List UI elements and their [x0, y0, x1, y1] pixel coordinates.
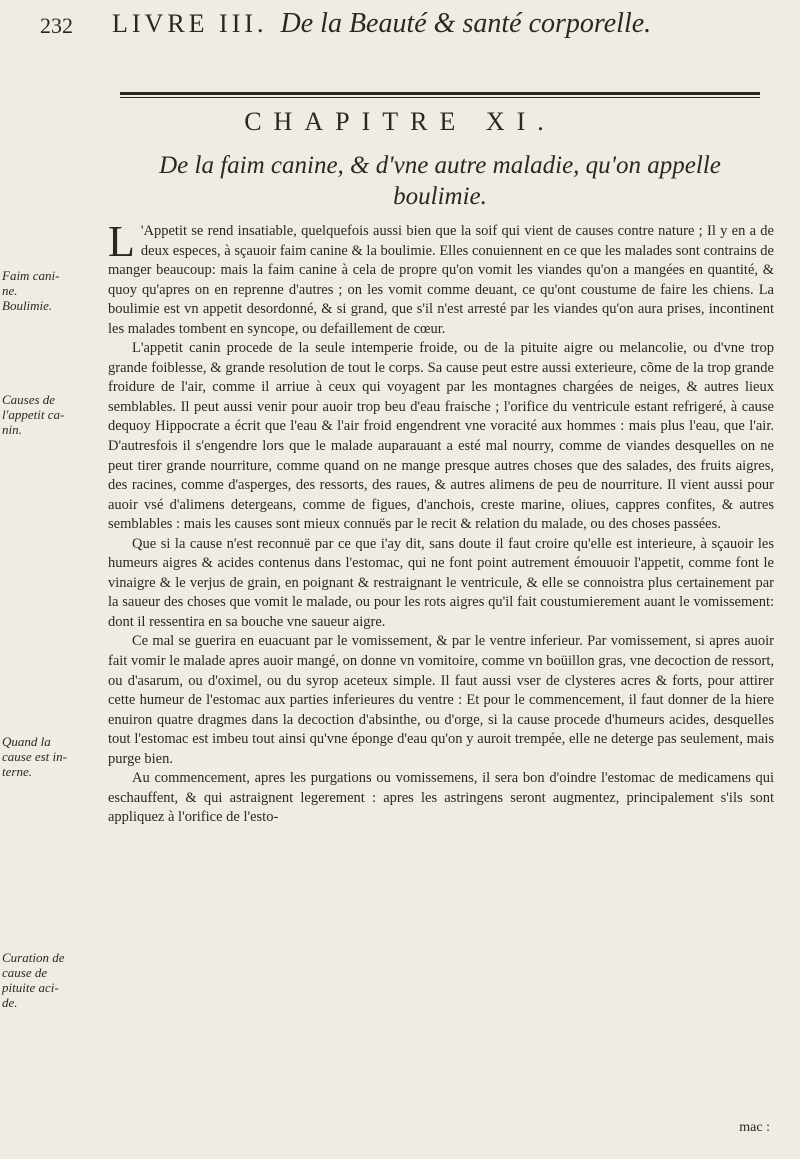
- paragraph: L'appetit canin procede de la seule intemperie froide, ou de la pituite aigre ou melancolie, ou d'vne trop grande foiblesse, & grande resolution de tout le corps. Sa cause peut estre aussi exterieure, cõme de la trop grande froidure de l'air, comme il arriue à ceux qui voyagent par les montagnes chargées de neiges, & autres lieux semblables. Il peut aussi venir pour auoir trop beu d'eau fraische ; l'orifice du ventricule estant refrigeré, à cause dequoy Hippocrate a écrit que l'eau & l'air froid engendrent vne voracité aux hommes : mais plus l'eau, que l'air. D'autresfois il s'engendre lors que le malade auparauant a esté mal nourry, comme de viandes desquelles on ne peut tirer grande nourriture, comme quand on ne mange presque autres choses que des salades, des fruits aigres, des racines, comme d'asperges, des ressorts, des raues, & autres alimens de peu de nourriture. Il vient aussi pour auoir vsé d'alimens detergeans, comme de figues, d'anchois, creste marine, oliues, cappres confites, & autres semblables : mais les causes sont mieux connuës par le recit & relation du malade, ou des choses passées.: [108, 340, 774, 533]
- drop-cap: L: [108, 217, 135, 266]
- margin-note: Quand la cause est in- terne.: [2, 734, 67, 779]
- chapter-body: [108, 217, 774, 828]
- paragraph-text: 'Appetit se rend insatiable, quelquefois aussi bien que la soif qui vient de causes contre nature ; Il y en a de deux especes, à sçauoir faim canine & la boulimie. Elles conuiennent en ce que les malades sont contrains de manger beaucoup: mais la faim canine à cela de propre qu'on vomit les viandes qu'on a mangées en quantité, & quoy qu'apres on en reprenne d'autres ; on les vomit comme deuant, ce qu'ont coustume de faire les chiens. La boulimie est vn appetit desordonné, & si grand, que s'il n'est arresté par les viandes qu'on aura prises, incontinent les malades tombent en syncope, ou defaillement de cœur.: [108, 223, 774, 337]
- header-rule-thick: [120, 92, 760, 95]
- paragraph: Ce mal se guerira en euacuant par le vomissement, & par le ventre inferieur. Par vomissement, si apres auoir fait vomir le malade apres auoir mangé, on donne vn vomitoire, comme vn boüillon gras, vne decoction de ressort, ou d'asarum, ou d'oximel, ou du syrop aceteux simple. Il faut aussi vser de clysteres acres & forts, pour attirer cette humeur de l'estomac aux parties inferieures du ventre : Et pour le commencement, il faut donner de la hiere enuiron quatre dragmes dans la decoction d'absinthe, ou d'orge, si la cause procede d'humeurs acides, desquelles tout l'estomac est imbeu tout ainsi qu'vne éponge d'eau qu'on y auroit trempée, elle ne deterge pas seulement, mais purge bien.: [108, 633, 774, 767]
- page-header: [40, 8, 760, 44]
- header-rule-thin: [120, 97, 760, 98]
- margin-note: Causes de l'appetit ca- nin.: [2, 392, 65, 437]
- book-title: De la Beauté & santé corporelle.: [280, 8, 652, 39]
- paragraph: [108, 217, 774, 339]
- catch-word: mac :: [739, 1120, 770, 1135]
- paragraph: Que si la cause n'est reconnuë par ce que i'ay dit, sans doute il faut croire qu'elle est interieure, à sçauoir les humeurs aigres & acides contenus dans l'estomac, qui ne font point autrement émouuoir l'appetit, comme font le vinaigre & le verjus de grain, en poignant & restraignant le ventricule, & elle se connoistra plus certainement par la saueur des choses que vomit le malade, ou pour les rots aigres qu'il fait coustumierement auant le vomissement: dont il ressentira en sa bouche vne saueur aigre.: [108, 535, 774, 630]
- chapter-heading: CHAPITRE XI.: [244, 107, 556, 136]
- paragraph: Au commencement, apres les purgations ou vomissemens, il sera bon d'oindre l'estomac de medicamens qui eschauffent, & qui astraignent legerement : apres les astringens seront augmentez, principalement s'ils sont appliquez à l'orifice de l'esto-: [108, 770, 774, 826]
- margin-note: Curation de cause de pituite aci- de.: [2, 950, 65, 1010]
- book-label: LIVRE III.: [112, 9, 268, 38]
- page-number: 232: [40, 13, 73, 38]
- chapter-title: De la faim canine, & d'vne autre maladie, qu'on appelle boulimie.: [159, 152, 721, 210]
- margin-note: Faim cani- ne. Boulimie.: [2, 268, 60, 313]
- running-head: [112, 8, 651, 40]
